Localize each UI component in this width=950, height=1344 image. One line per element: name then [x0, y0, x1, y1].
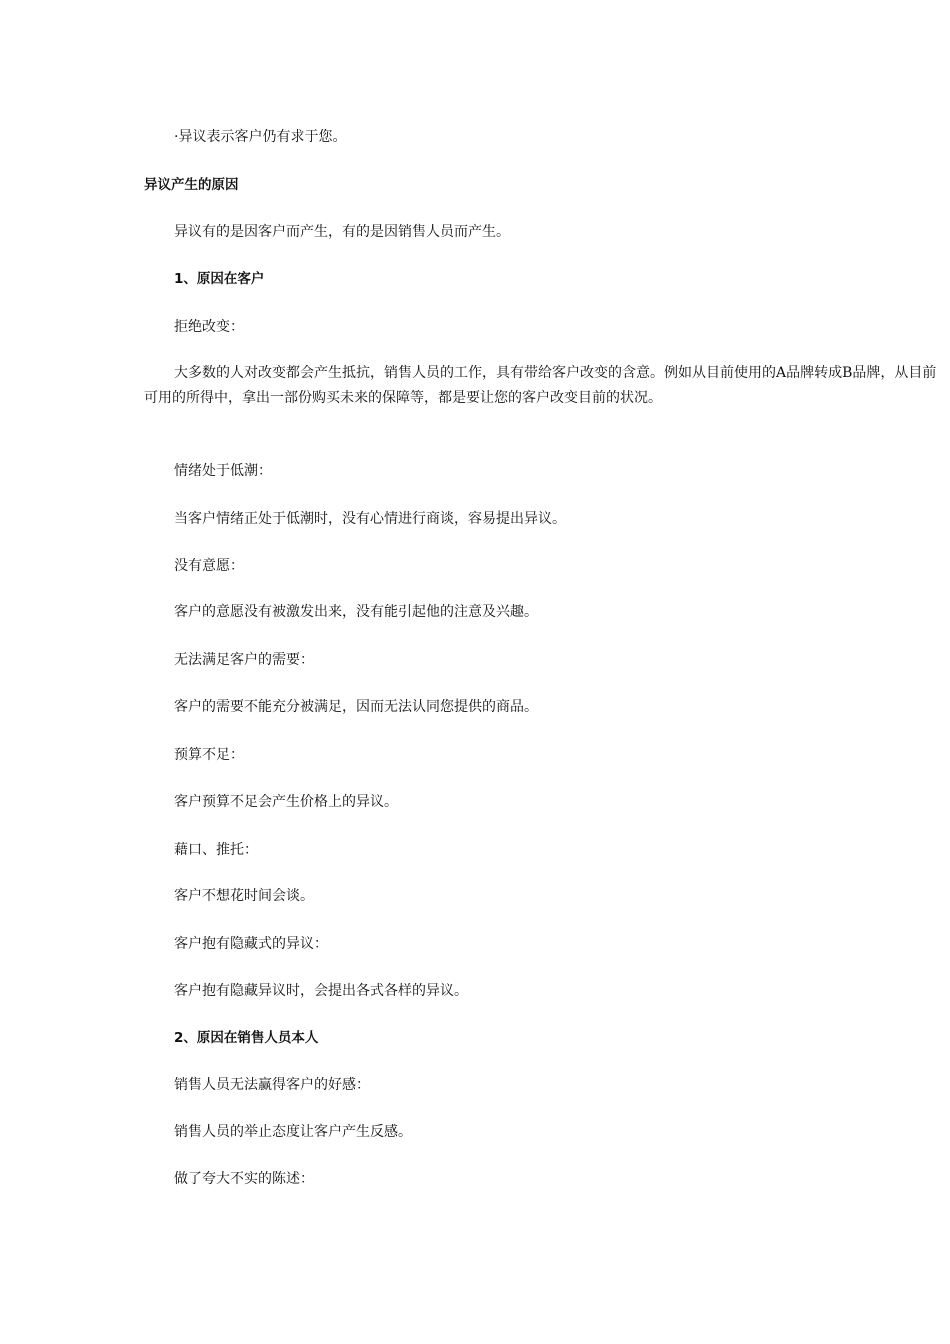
paragraph: 当客户情绪正处于低潮时，没有心情进行商谈，容易提出异议。	[174, 511, 566, 527]
paragraph: 客户的意愿没有被激发出来，没有能引起他的注意及兴趣。	[174, 604, 538, 620]
section-heading: 异议产生的原因	[144, 177, 239, 193]
item-label: 客户抱有隐藏式的异议：	[174, 936, 328, 952]
item-label: 无法满足客户的需要：	[174, 652, 314, 668]
item-label: 没有意愿：	[174, 558, 244, 574]
item-label: 藉口、推托：	[174, 842, 258, 858]
paragraph-multiline: 大多数的人对改变都会产生抵抗，销售人员的工作，具有带给客户改变的含意。例如从目前使用的A品牌转成B品牌，从目前可用的所得中，拿出一部份购买未来的保障等，都是要让您的客户改变目前的状况。	[144, 365, 937, 406]
paragraph: 销售人员的举止态度让客户产生反感。	[174, 1124, 412, 1140]
item-label: 情绪处于低潮：	[174, 463, 272, 479]
paragraph: 异议有的是因客户而产生，有的是因销售人员而产生。	[174, 224, 510, 240]
paragraph: 客户不想花时间会谈。	[174, 888, 314, 904]
paragraph: 客户的需要不能充分被满足，因而无法认同您提供的商品。	[174, 699, 538, 715]
item-label: 销售人员无法赢得客户的好感：	[174, 1077, 370, 1093]
bullet-paragraph: ·异议表示客户仍有求于您。	[174, 129, 347, 145]
paragraph: 客户抱有隐藏异议时，会提出各式各样的异议。	[174, 983, 468, 999]
item-label: 做了夸大不实的陈述：	[174, 1171, 314, 1187]
item-label: 拒绝改变：	[174, 319, 244, 335]
paragraph: 客户预算不足会产生价格上的异议。	[174, 794, 398, 810]
item-label: 预算不足：	[174, 747, 244, 763]
subsection-heading-customer: 1、原因在客户	[174, 271, 265, 287]
subsection-heading-salesperson: 2、原因在销售人员本人	[174, 1030, 319, 1046]
